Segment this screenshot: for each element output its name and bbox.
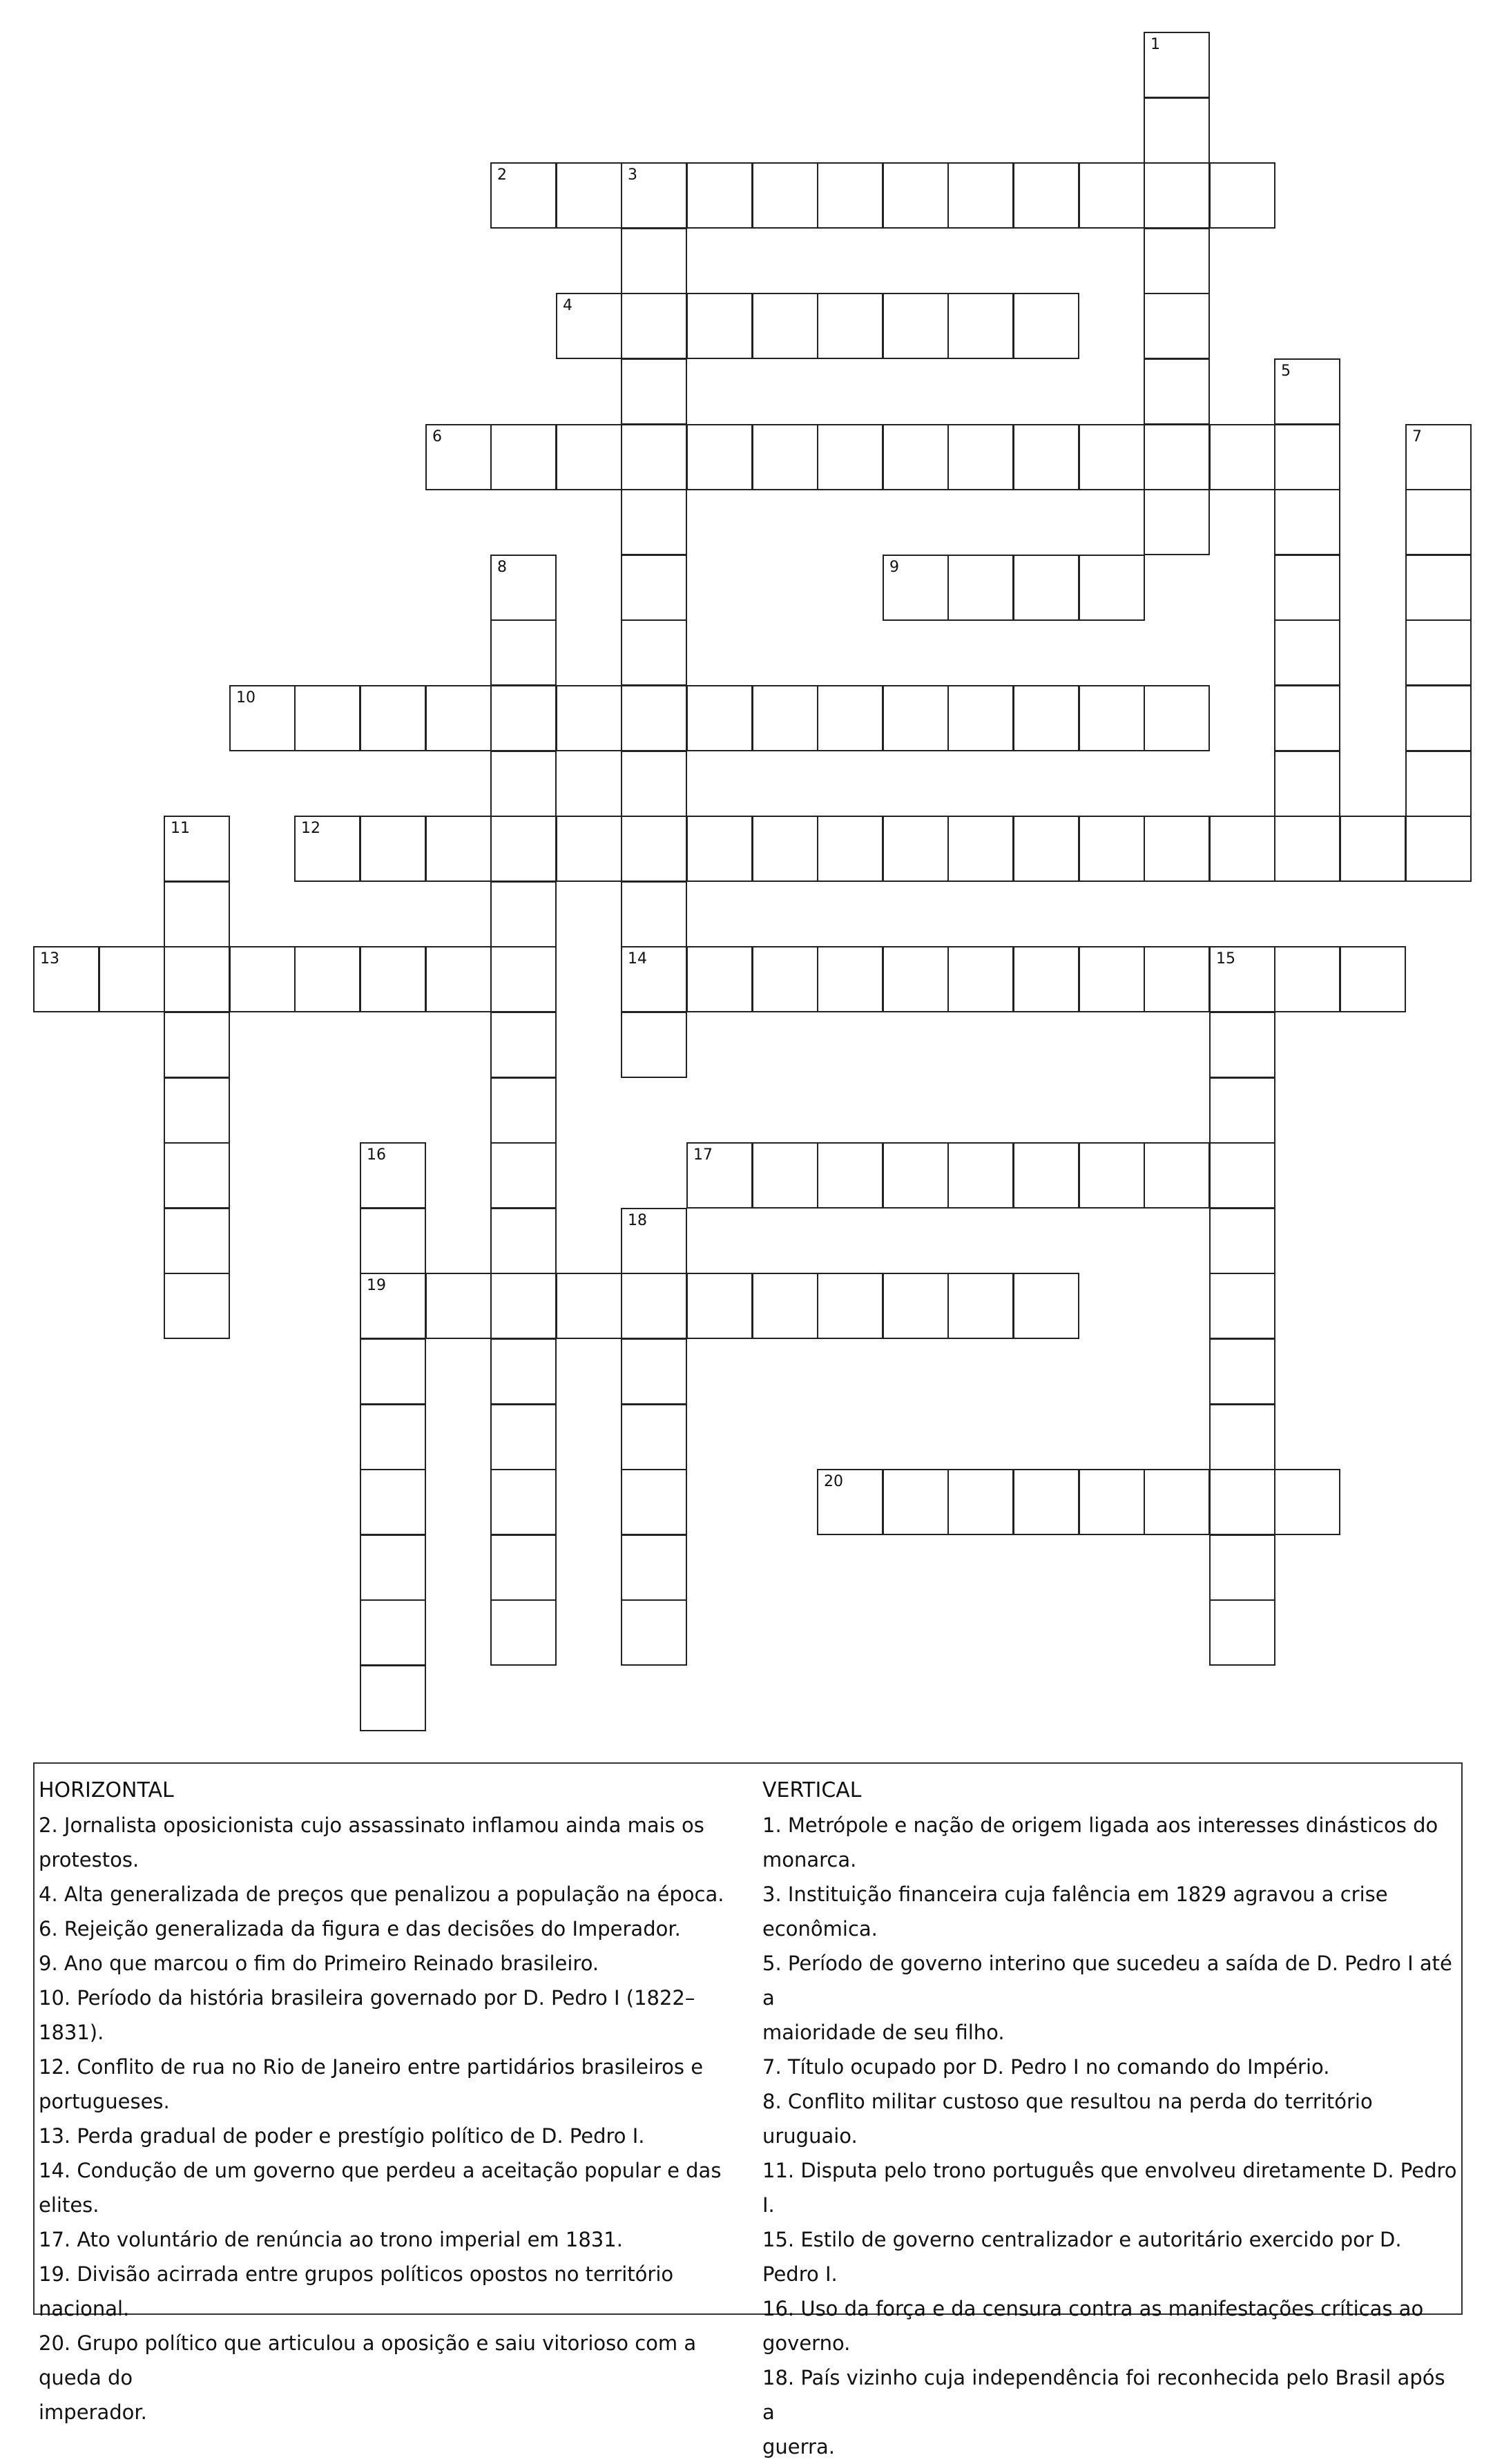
crossword-cell[interactable] xyxy=(556,293,622,359)
clue-line: 2. Jornalista oposicionista cujo assassinato inflamou ainda mais os xyxy=(39,1813,704,1837)
crossword-cell[interactable] xyxy=(621,1404,687,1470)
crossword-cell[interactable] xyxy=(621,358,687,425)
crossword-cell[interactable] xyxy=(1013,555,1079,621)
crossword-cell[interactable] xyxy=(1079,555,1145,621)
crossword-cell[interactable] xyxy=(490,1338,557,1405)
crossword-cell[interactable] xyxy=(817,1142,883,1209)
crossword-cell[interactable] xyxy=(621,1012,687,1078)
clue-number: 15 xyxy=(1216,950,1235,968)
crossword-cell[interactable] xyxy=(621,555,687,621)
crossword-cell[interactable] xyxy=(883,1142,949,1209)
crossword-cell[interactable] xyxy=(1013,1469,1079,1535)
clue-number: 2 xyxy=(497,166,507,184)
crossword-cell[interactable] xyxy=(817,293,883,359)
clue-number: 17 xyxy=(693,1146,713,1164)
crossword-cell[interactable] xyxy=(1144,358,1210,425)
crossword-cell[interactable] xyxy=(490,1534,557,1601)
crossword-cell[interactable] xyxy=(1144,162,1210,229)
clue-number: 10 xyxy=(236,689,256,706)
clue-line: 19. Divisão acirrada entre grupos políticos opostos no território nacional. xyxy=(39,2262,674,2320)
crossword-cell[interactable] xyxy=(1013,685,1079,751)
crossword-cell[interactable] xyxy=(1274,555,1340,621)
clue-line: portugueses. xyxy=(39,2090,170,2113)
crossword-cell[interactable] xyxy=(1209,1273,1275,1339)
crossword-cell[interactable] xyxy=(752,162,818,229)
crossword-cell[interactable] xyxy=(1144,489,1210,555)
crossword-cell[interactable] xyxy=(621,619,687,686)
clue-line: 8. Conflito militar custoso que resultou na perda do território uruguaio. xyxy=(762,2090,1373,2148)
crossword-cell[interactable] xyxy=(947,162,1014,229)
crossword-cell[interactable] xyxy=(490,881,557,947)
crossword-cell[interactable] xyxy=(1209,1404,1275,1470)
clue-number: 13 xyxy=(40,950,59,968)
clue-number: 3 xyxy=(628,166,637,184)
clue-number: 6 xyxy=(432,428,442,445)
crossword-cell[interactable] xyxy=(360,1142,426,1209)
clue-line: 20. Grupo político que articulou a oposição e saiu vitorioso com a queda do xyxy=(39,2331,697,2389)
clue-line: 5. Período de governo interino que sucedeu a saída de D. Pedro I até a xyxy=(762,1952,1452,2010)
crossword-cell[interactable] xyxy=(621,1338,687,1405)
crossword-cell[interactable] xyxy=(1274,946,1340,1012)
crossword-cell[interactable] xyxy=(99,946,165,1012)
crossword-cell[interactable] xyxy=(947,293,1014,359)
clue-line: 10. Período da história brasileira governado por D. Pedro I (1822–1831). xyxy=(39,1986,695,2044)
crossword-cell[interactable] xyxy=(1144,97,1210,164)
crossword-cell[interactable] xyxy=(752,816,818,882)
clue-number: 16 xyxy=(367,1146,386,1164)
crossword-cell[interactable] xyxy=(556,816,622,882)
crossword-cell[interactable] xyxy=(1013,162,1079,229)
clue-number: 14 xyxy=(628,950,647,968)
crossword-cell[interactable] xyxy=(1405,619,1472,686)
crossword-cell[interactable] xyxy=(556,424,622,490)
vertical-clues-column xyxy=(762,1773,1460,2464)
crossword-cell[interactable] xyxy=(1274,424,1340,490)
crossword-cell[interactable] xyxy=(1013,946,1079,1012)
clue-number: 5 xyxy=(1281,363,1291,380)
clue-line: guerra. xyxy=(762,2435,835,2458)
crossword-cell[interactable] xyxy=(817,816,883,882)
crossword-cell[interactable] xyxy=(360,1273,426,1339)
crossword-cell[interactable] xyxy=(1079,685,1145,751)
crossword-cell[interactable] xyxy=(1144,1469,1210,1535)
crossword-cell[interactable] xyxy=(556,685,622,751)
crossword-cell[interactable] xyxy=(1013,293,1079,359)
crossword-cell[interactable] xyxy=(752,424,818,490)
crossword-cell[interactable] xyxy=(1340,946,1406,1012)
crossword-cell[interactable] xyxy=(621,816,687,882)
crossword-cell[interactable] xyxy=(817,1273,883,1339)
crossword-cell[interactable] xyxy=(947,424,1014,490)
crossword-cell[interactable] xyxy=(621,685,687,751)
crossword-cell[interactable] xyxy=(164,1208,230,1274)
crossword-cell[interactable] xyxy=(883,162,949,229)
crossword-cell[interactable] xyxy=(1274,1469,1340,1535)
crossword-cell[interactable] xyxy=(1209,1208,1275,1274)
crossword-cell[interactable] xyxy=(1405,685,1472,751)
crossword-cell[interactable] xyxy=(360,1665,426,1731)
crossword-cell[interactable] xyxy=(621,751,687,817)
crossword-cell[interactable] xyxy=(164,1012,230,1078)
crossword-cell[interactable] xyxy=(686,685,753,751)
crossword-cell[interactable] xyxy=(490,1273,557,1339)
clue-line: 3. Instituição financeira cuja falência em 1829 agravou a crise econômica. xyxy=(762,1883,1388,1941)
crossword-cell[interactable] xyxy=(1079,424,1145,490)
crossword-cell[interactable] xyxy=(947,555,1014,621)
crossword-cell[interactable] xyxy=(164,816,230,882)
crossword-cell[interactable] xyxy=(1405,751,1472,817)
crossword-cell[interactable] xyxy=(621,293,687,359)
crossword-cell[interactable] xyxy=(817,946,883,1012)
crossword-cell[interactable] xyxy=(1209,816,1275,882)
crossword-cell[interactable] xyxy=(883,293,949,359)
crossword-cell[interactable] xyxy=(1274,358,1340,425)
crossword-cell[interactable] xyxy=(883,816,949,882)
clue-number: 18 xyxy=(628,1212,647,1229)
crossword-cell[interactable] xyxy=(686,1142,753,1209)
crossword-cell[interactable] xyxy=(556,162,622,229)
crossword-cell[interactable] xyxy=(1209,1077,1275,1144)
crossword-cell[interactable] xyxy=(883,1469,949,1535)
crossword-cell[interactable] xyxy=(294,816,360,882)
crossword-cell[interactable] xyxy=(1144,228,1210,294)
crossword-cell[interactable] xyxy=(360,1534,426,1601)
crossword-cell[interactable] xyxy=(229,946,296,1012)
crossword-cell[interactable] xyxy=(686,424,753,490)
crossword-cell[interactable] xyxy=(686,946,753,1012)
crossword-cell[interactable] xyxy=(1144,424,1210,490)
crossword-cell[interactable] xyxy=(1209,1142,1275,1209)
crossword-cell[interactable] xyxy=(490,424,557,490)
crossword-cell[interactable] xyxy=(621,162,687,229)
crossword-cell[interactable] xyxy=(1144,1142,1210,1209)
crossword-cell[interactable] xyxy=(294,685,360,751)
horizontal-heading: HORIZONTAL xyxy=(39,1778,174,1802)
crossword-cell[interactable] xyxy=(1274,816,1340,882)
crossword-cell[interactable] xyxy=(621,1469,687,1535)
crossword-cell[interactable] xyxy=(490,1142,557,1209)
crossword-cell[interactable] xyxy=(1144,685,1210,751)
horizontal-clues-column xyxy=(39,1773,736,2429)
crossword-cell[interactable] xyxy=(621,228,687,294)
crossword-cell[interactable] xyxy=(1209,424,1275,490)
crossword-cell[interactable] xyxy=(1209,1534,1275,1601)
crossword-cell[interactable] xyxy=(621,946,687,1012)
crossword-cell[interactable] xyxy=(947,1469,1014,1535)
clue-number: 11 xyxy=(171,820,190,837)
crossword-cell[interactable] xyxy=(490,1012,557,1078)
crossword-cell[interactable] xyxy=(621,424,687,490)
clue-line: 9. Ano que marcou o fim do Primeiro Reinado brasileiro. xyxy=(39,1952,599,1975)
clue-number: 8 xyxy=(497,559,507,576)
crossword-cell[interactable] xyxy=(490,685,557,751)
crossword-cell[interactable] xyxy=(817,424,883,490)
crossword-cell[interactable] xyxy=(1079,1142,1145,1209)
crossword-cell[interactable] xyxy=(33,946,99,1012)
crossword-cell[interactable] xyxy=(164,1142,230,1209)
crossword-cell[interactable] xyxy=(1013,424,1079,490)
crossword-cell[interactable] xyxy=(752,946,818,1012)
crossword-cell[interactable] xyxy=(425,946,492,1012)
crossword-cell[interactable] xyxy=(752,293,818,359)
crossword-cell[interactable] xyxy=(490,1208,557,1274)
crossword-cell[interactable] xyxy=(947,685,1014,751)
clue-line: 7. Título ocupado por D. Pedro I no comando do Império. xyxy=(762,2055,1330,2079)
crossword-cell[interactable] xyxy=(1144,946,1210,1012)
clue-line: protestos. xyxy=(39,1848,139,1871)
crossword-cell[interactable] xyxy=(425,1273,492,1339)
crossword-cell[interactable] xyxy=(947,946,1014,1012)
clue-line: 17. Ato voluntário de renúncia ao trono imperial em 1831. xyxy=(39,2228,623,2251)
crossword-cell[interactable] xyxy=(294,946,360,1012)
clue-line: 1. Metrópole e nação de origem ligada aos interesses dinásticos do xyxy=(762,1813,1438,1837)
crossword-cell[interactable] xyxy=(817,162,883,229)
clue-line: 12. Conflito de rua no Rio de Janeiro entre partidários brasileiros e xyxy=(39,2055,704,2079)
crossword-cell[interactable] xyxy=(164,946,230,1012)
crossword-cell[interactable] xyxy=(229,685,296,751)
crossword-cell[interactable] xyxy=(360,1599,426,1666)
crossword-cell[interactable] xyxy=(425,685,492,751)
crossword-cell[interactable] xyxy=(1013,1142,1079,1209)
crossword-cell[interactable] xyxy=(425,816,492,882)
clue-number: 4 xyxy=(563,297,572,314)
clue-number: 1 xyxy=(1150,36,1160,53)
crossword-cell[interactable] xyxy=(1209,1599,1275,1666)
clue-line: 13. Perda gradual de poder e prestígio político de D. Pedro I. xyxy=(39,2124,645,2148)
crossword-cell[interactable] xyxy=(490,555,557,621)
crossword-cell[interactable] xyxy=(1013,816,1079,882)
crossword-cell[interactable] xyxy=(1079,1469,1145,1535)
crossword-cell[interactable] xyxy=(621,1208,687,1274)
crossword-cell[interactable] xyxy=(490,1077,557,1144)
crossword-cell[interactable] xyxy=(490,1469,557,1535)
crossword-cell[interactable] xyxy=(1209,1469,1275,1535)
clue-line: 4. Alta generalizada de preços que penalizou a população na época. xyxy=(39,1883,724,1906)
clue-line: 18. País vizinho cuja independência foi reconhecida pelo Brasil após a xyxy=(762,2366,1445,2424)
crossword-cell[interactable] xyxy=(621,489,687,555)
crossword-cell[interactable] xyxy=(1144,816,1210,882)
crossword-cell[interactable] xyxy=(883,685,949,751)
crossword-cell[interactable] xyxy=(360,1469,426,1535)
crossword-cell[interactable] xyxy=(752,1142,818,1209)
crossword-cell[interactable] xyxy=(360,946,426,1012)
crossword-cell[interactable] xyxy=(1079,946,1145,1012)
crossword-cell[interactable] xyxy=(164,1273,230,1339)
vertical-heading: VERTICAL xyxy=(762,1778,862,1802)
crossword-cell[interactable] xyxy=(1405,555,1472,621)
clue-line: monarca. xyxy=(762,1848,857,1871)
crossword-cell[interactable] xyxy=(556,1273,622,1339)
crossword-cell[interactable] xyxy=(883,1273,949,1339)
crossword-cell[interactable] xyxy=(360,1208,426,1274)
crossword-cell[interactable] xyxy=(425,424,492,490)
crossword-cell[interactable] xyxy=(360,816,426,882)
crossword-cell[interactable] xyxy=(1405,816,1472,882)
clue-line: 16. Uso da força e da censura contra as manifestações críticas ao governo. xyxy=(762,2297,1424,2355)
crossword-cell[interactable] xyxy=(1079,162,1145,229)
crossword-cell[interactable] xyxy=(686,816,753,882)
clue-line: 15. Estilo de governo centralizador e autoritário exercido por D. Pedro I. xyxy=(762,2228,1402,2286)
crossword-cell[interactable] xyxy=(1079,816,1145,882)
crossword-cell[interactable] xyxy=(817,1469,883,1535)
crossword-cell[interactable] xyxy=(360,1404,426,1470)
crossword-cell[interactable] xyxy=(490,946,557,1012)
crossword-cell[interactable] xyxy=(164,881,230,947)
crossword-cell[interactable] xyxy=(947,1273,1014,1339)
crossword-cell[interactable] xyxy=(947,816,1014,882)
crossword-cell[interactable] xyxy=(1274,685,1340,751)
crossword-cell[interactable] xyxy=(1340,816,1406,882)
crossword-cell[interactable] xyxy=(947,1142,1014,1209)
crossword-cell[interactable] xyxy=(490,619,557,686)
crossword-cell[interactable] xyxy=(883,424,949,490)
crossword-cell[interactable] xyxy=(621,1599,687,1666)
crossword-cell[interactable] xyxy=(883,555,949,621)
clue-line: 14. Condução de um governo que perdeu a aceitação popular e das elites. xyxy=(39,2159,722,2217)
crossword-cell[interactable] xyxy=(817,685,883,751)
clue-number: 12 xyxy=(301,820,320,837)
clue-number: 19 xyxy=(367,1277,386,1294)
crossword-cell[interactable] xyxy=(490,751,557,817)
crossword-cell[interactable] xyxy=(621,1534,687,1601)
crossword-cell[interactable] xyxy=(1405,424,1472,490)
crossword-cell[interactable] xyxy=(752,685,818,751)
clues-box xyxy=(33,1762,1463,2458)
crossword-cell[interactable] xyxy=(490,162,557,229)
crossword-cell[interactable] xyxy=(164,1077,230,1144)
crossword-cell[interactable] xyxy=(1274,751,1340,817)
crossword-cell[interactable] xyxy=(752,1273,818,1339)
crossword-cell[interactable] xyxy=(490,1599,557,1666)
crossword-cell[interactable] xyxy=(883,946,949,1012)
crossword-cell[interactable] xyxy=(621,881,687,947)
crossword-cell[interactable] xyxy=(1209,1338,1275,1405)
crossword-cell[interactable] xyxy=(621,1273,687,1339)
crossword-cell[interactable] xyxy=(360,1338,426,1405)
crossword-cell[interactable] xyxy=(686,293,753,359)
crossword-cell[interactable] xyxy=(686,1273,753,1339)
crossword-cell[interactable] xyxy=(1274,489,1340,555)
crossword-cell[interactable] xyxy=(1274,619,1340,686)
crossword-cell[interactable] xyxy=(686,162,753,229)
clue-number: 7 xyxy=(1412,428,1422,445)
clue-number: 9 xyxy=(889,559,899,576)
clue-line: maioridade de seu filho. xyxy=(762,2021,1005,2044)
clue-number: 20 xyxy=(824,1473,843,1490)
crossword-cell[interactable] xyxy=(490,1404,557,1470)
crossword-cell[interactable] xyxy=(1144,32,1210,98)
crossword-cell[interactable] xyxy=(490,816,557,882)
crossword-cell[interactable] xyxy=(1405,489,1472,555)
crossword-cell[interactable] xyxy=(1013,1273,1079,1339)
crossword-cell[interactable] xyxy=(1209,162,1275,229)
clue-line: 11. Disputa pelo trono português que envolveu diretamente D. Pedro I. xyxy=(762,2159,1457,2217)
crossword-cell[interactable] xyxy=(1144,293,1210,359)
clue-line: 6. Rejeição generalizada da figura e das decisões do Imperador. xyxy=(39,1917,681,1941)
clue-line: imperador. xyxy=(39,2400,147,2424)
crossword-cell[interactable] xyxy=(360,685,426,751)
crossword-cell[interactable] xyxy=(1209,1012,1275,1078)
crossword-cell[interactable] xyxy=(1209,946,1275,1012)
